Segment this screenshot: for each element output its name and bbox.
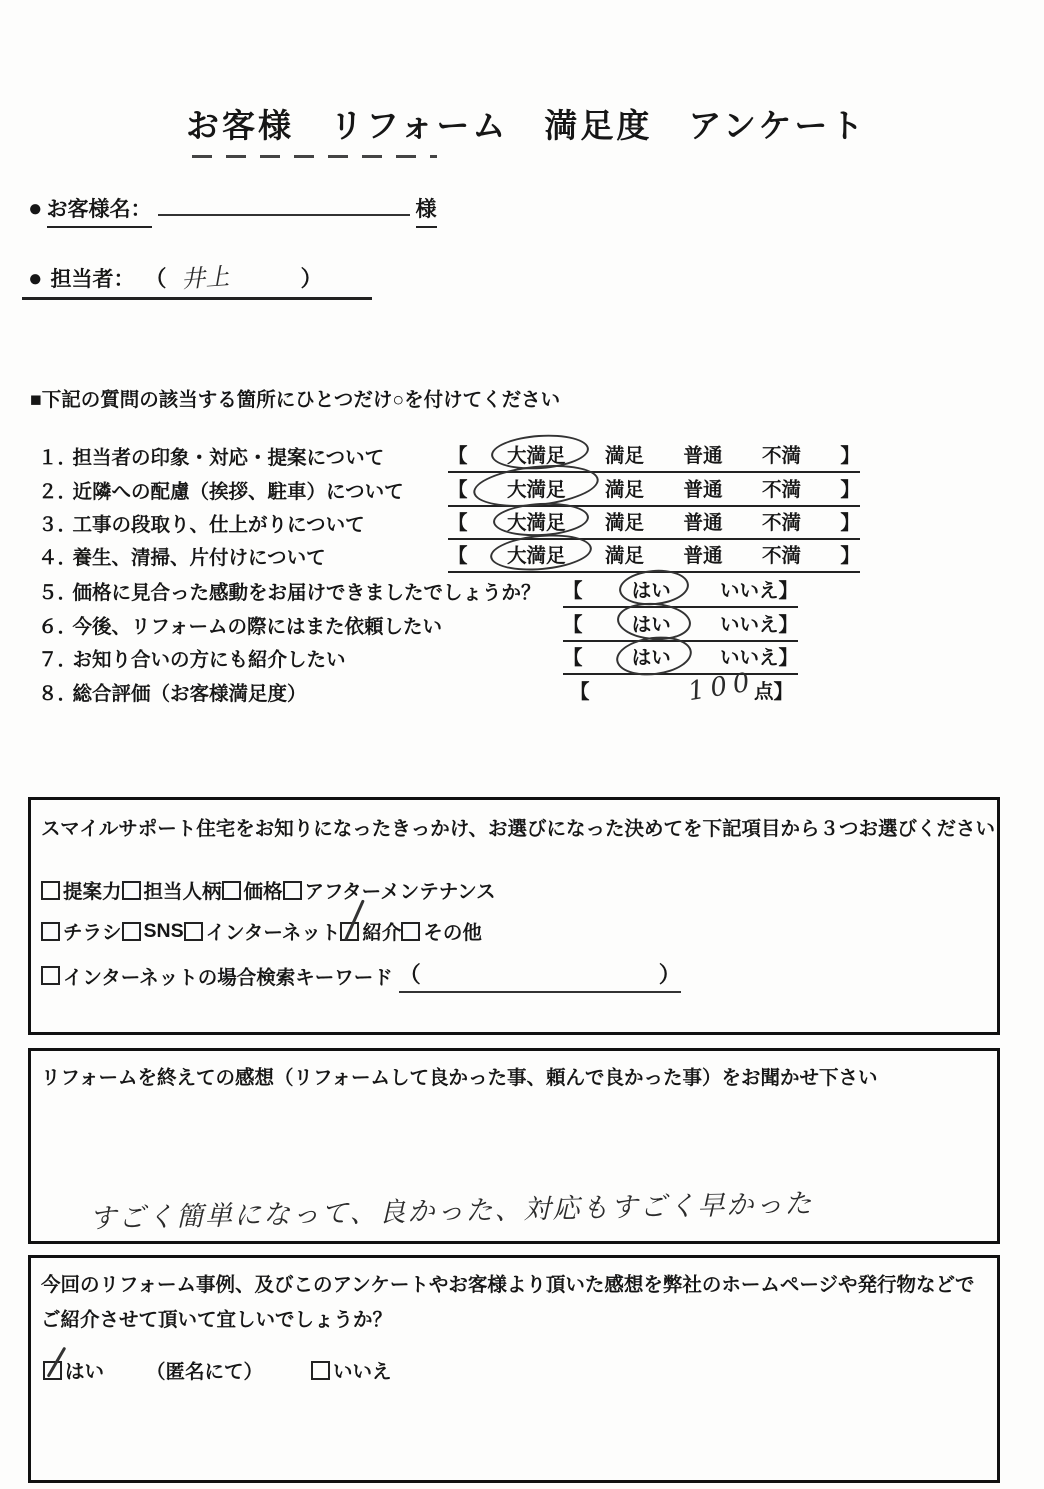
checkbox-shoukai-checked[interactable] [340,922,359,941]
question-number: ３． [38,514,78,536]
question-text: 総合評価（お客様満足度） [72,683,307,705]
bracket-open: 【 [448,479,468,501]
question-4-options [448,540,860,573]
checkbox-sonota[interactable] [401,922,420,941]
check-mark-icon [47,1346,66,1377]
question-3-options [448,507,860,540]
permission-no-label: いいえ [333,1361,392,1383]
feedback-box-heading: リフォームを終えての感想（リフォームして良かった事、頼んで良かった事）をお聞かせ下さい [41,1067,878,1089]
option-futsuu[interactable]: 普通 [683,545,723,567]
permission-yes-label: はい [65,1361,105,1383]
question-number: ２． [38,481,78,503]
bracket-open: 【 [448,445,468,467]
option-daimanzoku[interactable]: 大満足 [507,540,566,568]
keyword-label: インターネットの場合検索キーワード [63,966,393,989]
option-yes[interactable]: はい [632,575,671,603]
question-text: 価格に見合った感動をお届けできましたでしょうか？ [72,582,541,604]
bracket-open: 【 [448,545,468,567]
question-number: ４． [38,547,78,569]
option-futsuu[interactable]: 普通 [683,479,723,501]
keyword-blank[interactable] [421,960,659,982]
option-fuman[interactable]: 不満 [761,479,801,501]
bullet-icon: ● [28,195,43,222]
bullet-icon: ● [28,265,43,292]
checkbox-yes-checked[interactable] [43,1361,62,1380]
question-8 [38,678,306,706]
checkbox-label: チラシ [63,922,122,944]
question-2-options [448,474,860,507]
feedback-box [28,1048,1000,1244]
bracket-close: 】 [840,445,860,467]
option-daimanzoku[interactable]: 大満足 [507,474,566,502]
question-5 [38,577,540,605]
option-manzoku[interactable]: 満足 [604,545,644,567]
checkbox-label: インターネット [205,922,341,944]
score-suffix: 点】 [754,681,794,703]
permission-box-heading: 今回のリフォーム事例、及びこのアンケートやお客様より頂いた感想を弊社のホームページや発行物などでご紹介させて頂いて宜しいでしょうか？ [41,1274,975,1332]
checkbox-kakaku[interactable] [222,881,241,900]
question-2 [38,476,404,504]
staff-label: 担当者： [50,268,135,291]
question-number: １． [38,447,78,469]
question-number: ８． [38,683,78,705]
staff-name-handwritten[interactable]: 井上 [179,262,230,294]
customer-name-label: お客様名： [47,193,152,228]
bracket-open: 【 [570,681,590,703]
option-manzoku[interactable]: 満足 [604,445,644,467]
question-6 [38,611,442,639]
question-4 [38,542,326,570]
option-manzoku[interactable]: 満足 [604,479,644,501]
question-text: 担当者の印象・対応・提案について [72,447,385,469]
option-no[interactable]: いいえ】 [719,614,798,636]
checkbox-label: SNS [143,919,184,942]
feedback-handwritten-comment[interactable]: すごく簡単になって、良かった、対応もすごく早かった [88,1188,814,1235]
checkbox-chirashi[interactable] [41,922,60,941]
overall-score-handwritten[interactable]: 100 [686,666,758,708]
checkbox-label: 提案力 [63,881,122,903]
permission-box [28,1255,1000,1483]
bracket-open: 【 [448,512,468,534]
bracket-close: 】 [840,512,860,534]
customer-name-blank[interactable] [158,190,410,216]
customer-name-row [28,190,437,228]
question-7 [38,644,345,672]
checkbox-sns[interactable] [122,922,141,941]
question-5-options [563,575,798,608]
staff-paren-close: ） [300,266,323,291]
checkbox-label: その他 [423,922,482,944]
source-row-3 [41,958,681,993]
source-box-heading: スマイルサポート住宅をお知りになったきっかけ、お選びになった決めてを下記項目から３つお選びください [41,818,995,840]
option-no[interactable]: いいえ】 [719,580,798,602]
permission-row [43,1356,392,1384]
source-row-2 [41,917,482,945]
checkbox-label: 担当人柄 [143,881,222,903]
source-selection-box [28,797,1000,1035]
checkbox-internet[interactable] [184,922,203,941]
checkbox-label: 紹介 [362,922,402,944]
staff-row [22,258,372,300]
bracket-close: 】 [840,545,860,567]
question-number: ５． [38,582,78,604]
option-fuman[interactable]: 不満 [761,545,801,567]
instruction-text: ■下記の質問の該当する箇所にひとつだけ○を付けてください [30,389,561,411]
question-6-options [563,609,798,642]
option-daimanzoku[interactable]: 大満足 [507,507,566,535]
bracket-open: 【 [563,614,583,636]
checkbox-no[interactable] [311,1361,330,1380]
checkbox-teianryoku[interactable] [41,881,60,900]
question-7-options [563,642,798,675]
option-manzoku[interactable]: 満足 [604,512,644,534]
question-1-options [448,440,860,473]
question-1 [38,442,384,470]
question-text: 近隣への配慮（挨拶、駐車）について [72,481,404,503]
option-yes[interactable]: はい [632,609,671,637]
option-futsuu[interactable]: 普通 [683,445,723,467]
checkbox-label: アフターメンテナンス [304,881,496,903]
bracket-open: 【 [563,580,583,602]
checkbox-tantou-hitogara[interactable] [122,881,141,900]
checkbox-aftermaintenance[interactable] [283,881,302,900]
option-yes[interactable]: はい [632,642,671,670]
option-daimanzoku[interactable]: 大満足 [507,440,566,468]
question-number: ６． [38,616,78,638]
question-text: 今後、リフォームの際にはまた依頼したい [72,616,442,638]
staff-paren-open: （ [144,266,167,291]
question-number: ７． [38,649,78,671]
source-row-1 [41,876,496,904]
option-fuman[interactable]: 不満 [761,445,801,467]
option-no[interactable]: いいえ】 [719,647,798,669]
page-title: お客様 リフォーム 満足度 アンケート [186,107,867,144]
title-underline-dashes [192,152,437,161]
question-text: 工事の段取り、仕上がりについて [72,514,365,536]
option-fuman[interactable]: 不満 [761,512,801,534]
question-text: お知り合いの方にも紹介したい [72,649,346,671]
checkbox-label: 価格 [243,881,283,903]
bracket-close: 】 [840,479,860,501]
keyword-paren-open: （ [398,962,421,987]
checkbox-keyword[interactable] [41,966,60,985]
option-futsuu[interactable]: 普通 [683,512,723,534]
customer-name-suffix: 様 [416,193,437,228]
question-text: 養生、清掃、片付けについて [72,547,326,569]
keyword-paren-close: ） [658,962,681,987]
bracket-open: 【 [563,647,583,669]
question-3 [38,509,365,537]
permission-anon-label: （匿名にて） [146,1361,264,1383]
